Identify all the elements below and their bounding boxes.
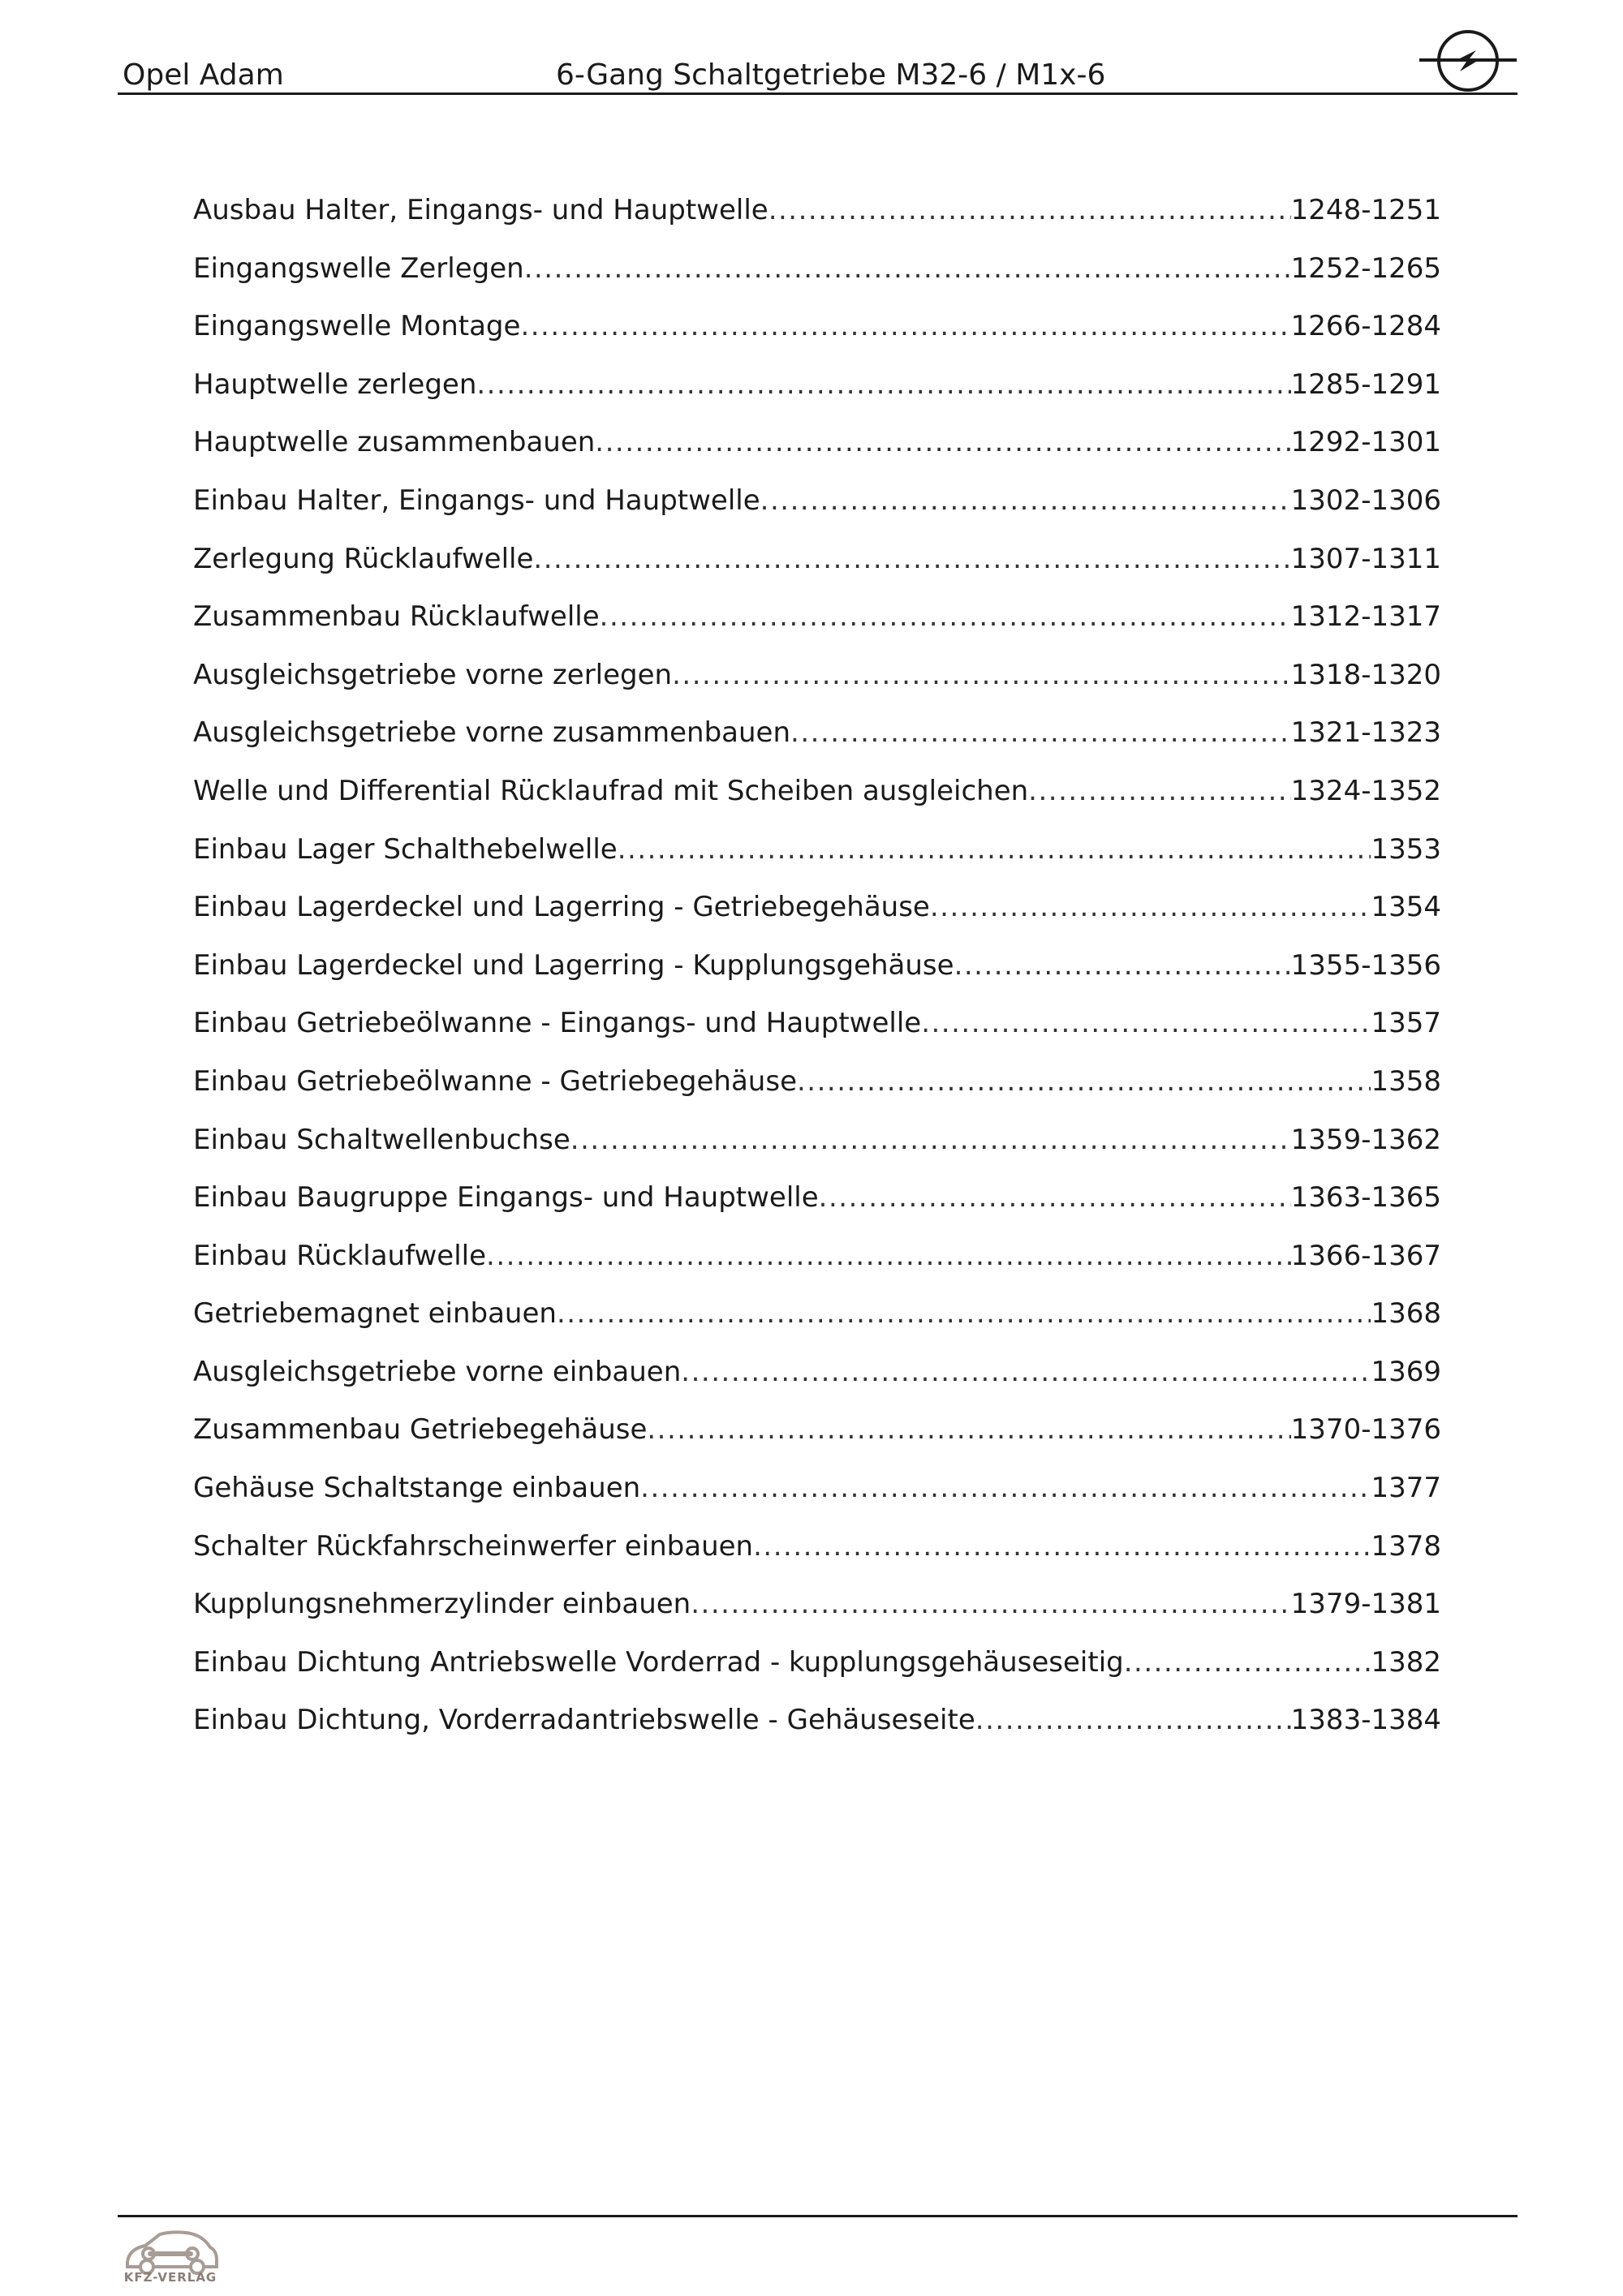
toc-entry [193, 947, 1441, 1005]
toc-entry-title: Welle und Differential Rücklaufrad mit Scheiben ausgleichen [193, 774, 1029, 807]
toc-entry [193, 366, 1441, 424]
toc-entry-title: Einbau Baugruppe Eingangs- und Hauptwelle [193, 1181, 819, 1215]
toc-dot-leader [819, 1179, 1291, 1216]
toc-dot-leader [533, 540, 1290, 578]
toc-entry-pages: 1318-1320 [1290, 658, 1441, 691]
toc-entry [193, 1295, 1441, 1353]
toc-entry [193, 1353, 1441, 1412]
toc-entry-pages: 1383-1384 [1290, 1704, 1441, 1737]
toc-entry-pages: 1368 [1371, 1297, 1441, 1331]
toc-entry-pages: 1370-1376 [1290, 1413, 1441, 1447]
toc-dot-leader [691, 1585, 1290, 1623]
toc-dot-leader [618, 831, 1371, 868]
toc-entry [193, 1411, 1441, 1469]
toc-entry [193, 1644, 1441, 1702]
toc-entry [193, 540, 1441, 599]
toc-entry-pages: 1358 [1371, 1064, 1441, 1098]
toc-entry-title: Schalter Rückfahrscheinwerfer einbauen [193, 1529, 754, 1563]
toc-entry [193, 482, 1441, 540]
toc-dot-leader [672, 656, 1291, 694]
page-header [118, 50, 1518, 97]
toc-entry-title: Einbau Dichtung, Vorderradantriebswelle - Gehäuseseite [193, 1704, 975, 1737]
toc-entry-title: Getriebemagnet einbauen [193, 1297, 557, 1331]
footer-rule [118, 2215, 1518, 2217]
toc-entry [193, 1004, 1441, 1063]
header-model: Opel Adam [123, 58, 284, 92]
toc-entry-title: Einbau Lagerdeckel und Lagerring - Getriebegehäuse [193, 891, 930, 924]
toc-dot-leader [768, 191, 1291, 229]
toc-dot-leader [1124, 1644, 1371, 1681]
toc-entry-pages: 1248-1251 [1290, 194, 1441, 226]
toc-entry-title: Zusammenbau Rücklaufwelle [193, 600, 600, 634]
toc-entry [193, 772, 1441, 831]
toc-entry-title: Zusammenbau Getriebegehäuse [193, 1413, 648, 1447]
toc-dot-leader [570, 1121, 1291, 1159]
toc-dot-leader [476, 366, 1290, 403]
toc-entry-pages: 1366-1367 [1290, 1239, 1441, 1272]
toc-entry [193, 1585, 1441, 1644]
toc-entry-pages: 1354 [1371, 891, 1441, 924]
toc-entry-title: Zerlegung Rücklaufwelle [193, 542, 534, 575]
toc-entry [193, 1237, 1441, 1296]
toc-entry-title: Hauptwelle zerlegen [193, 368, 477, 401]
toc-entry [193, 831, 1441, 889]
toc-dot-leader [930, 888, 1371, 926]
toc-dot-leader [753, 1528, 1371, 1565]
toc-entry-title: Gehäuse Schaltstange einbauen [193, 1472, 641, 1505]
toc-entry-pages: 1266-1284 [1290, 310, 1441, 343]
toc-entry-title: Einbau Getriebeölwanne - Eingangs- und Hauptwelle [193, 1007, 922, 1040]
toc-dot-leader [760, 482, 1291, 519]
toc-entry [193, 1063, 1441, 1121]
toc-dot-leader [797, 1063, 1371, 1100]
toc-entry-title: Einbau Schaltwellenbuchse [193, 1123, 570, 1156]
toc-entry-pages: 1378 [1371, 1529, 1441, 1563]
toc-entry [193, 1701, 1441, 1760]
toc-entry [193, 307, 1441, 366]
toc-entry-pages: 1321-1323 [1290, 716, 1441, 750]
toc-entry-title: Ausgleichsgetriebe vorne zusammenbauen [193, 716, 791, 750]
toc-entry-title: Einbau Getriebeölwanne - Getriebegehäuse [193, 1064, 797, 1098]
header-rule [118, 92, 1518, 95]
toc-entry-pages: 1377 [1371, 1472, 1441, 1505]
toc-dot-leader [1028, 772, 1291, 810]
header-title: 6-Gang Schaltgetriebe M32-6 / M1x-6 [556, 58, 1106, 92]
toc-entry-pages: 1302-1306 [1290, 484, 1441, 517]
toc-entry [193, 191, 1441, 250]
toc-dot-leader [954, 947, 1291, 984]
toc-entry-title: Einbau Lager Schalthebelwelle [193, 832, 618, 866]
toc-entry-title: Ausgleichsgetriebe vorne einbauen [193, 1355, 682, 1388]
toc-dot-leader [681, 1353, 1371, 1391]
toc-entry-pages: 1355-1356 [1290, 948, 1441, 982]
toc-entry-title: Eingangswelle Zerlegen [193, 252, 524, 285]
toc-entry [193, 598, 1441, 656]
toc-entry [193, 1121, 1441, 1180]
toc-entry-pages: 1369 [1371, 1355, 1441, 1388]
toc-entry-pages: 1363-1365 [1290, 1181, 1441, 1215]
toc-dot-leader [647, 1411, 1290, 1448]
toc-entry-title: Ausgleichsgetriebe vorne zerlegen [193, 658, 673, 691]
toc-entry-pages: 1324-1352 [1290, 774, 1441, 807]
toc-entry-title: Einbau Rücklaufwelle [193, 1239, 487, 1272]
toc-entry-title: Hauptwelle zusammenbauen [193, 426, 596, 459]
toc-entry [193, 1469, 1441, 1528]
toc-dot-leader [524, 250, 1291, 287]
toc-entry [193, 424, 1441, 482]
toc-dot-leader [975, 1701, 1291, 1739]
toc-entry [193, 1528, 1441, 1586]
toc-entry [193, 714, 1441, 772]
toc-dot-leader [595, 424, 1290, 461]
toc-dot-leader [557, 1295, 1371, 1332]
toc-entry [193, 656, 1441, 715]
opel-blitz-logo-icon [1416, 26, 1520, 96]
toc-entry-title: Einbau Halter, Eingangs- und Hauptwelle [193, 484, 760, 517]
toc-dot-leader [600, 598, 1291, 635]
toc-entry [193, 250, 1441, 308]
toc-entry-title: Einbau Lagerdeckel und Lagerring - Kupplungsgehäuse [193, 948, 954, 982]
toc-dot-leader [640, 1469, 1371, 1507]
toc-entry-title: Ausbau Halter, Eingangs- und Hauptwelle [193, 194, 768, 226]
table-of-contents [193, 191, 1441, 1760]
toc-dot-leader [921, 1004, 1371, 1042]
toc-entry-pages: 1353 [1371, 832, 1441, 866]
toc-entry-pages: 1292-1301 [1290, 426, 1441, 459]
toc-entry-pages: 1382 [1371, 1645, 1441, 1679]
toc-entry-pages: 1379-1381 [1290, 1588, 1441, 1621]
toc-entry-pages: 1285-1291 [1290, 368, 1441, 401]
footer-brand: KFZ-VERLAG [123, 2270, 217, 2285]
toc-dot-leader [520, 307, 1290, 345]
toc-entry-title: Eingangswelle Montage [193, 310, 521, 343]
toc-entry-pages: 1252-1265 [1290, 252, 1441, 285]
toc-entry [193, 1179, 1441, 1237]
toc-entry-title: Einbau Dichtung Antriebswelle Vorderrad - kupplungsgehäuseseitig [193, 1645, 1124, 1679]
toc-dot-leader [486, 1237, 1291, 1275]
toc-entry [193, 888, 1441, 947]
toc-entry-pages: 1357 [1371, 1007, 1441, 1040]
toc-entry-title: Kupplungsnehmerzylinder einbauen [193, 1588, 691, 1621]
toc-entry-pages: 1359-1362 [1290, 1123, 1441, 1156]
toc-entry-pages: 1312-1317 [1290, 600, 1441, 634]
toc-entry-pages: 1307-1311 [1290, 542, 1441, 575]
toc-dot-leader [790, 714, 1291, 751]
